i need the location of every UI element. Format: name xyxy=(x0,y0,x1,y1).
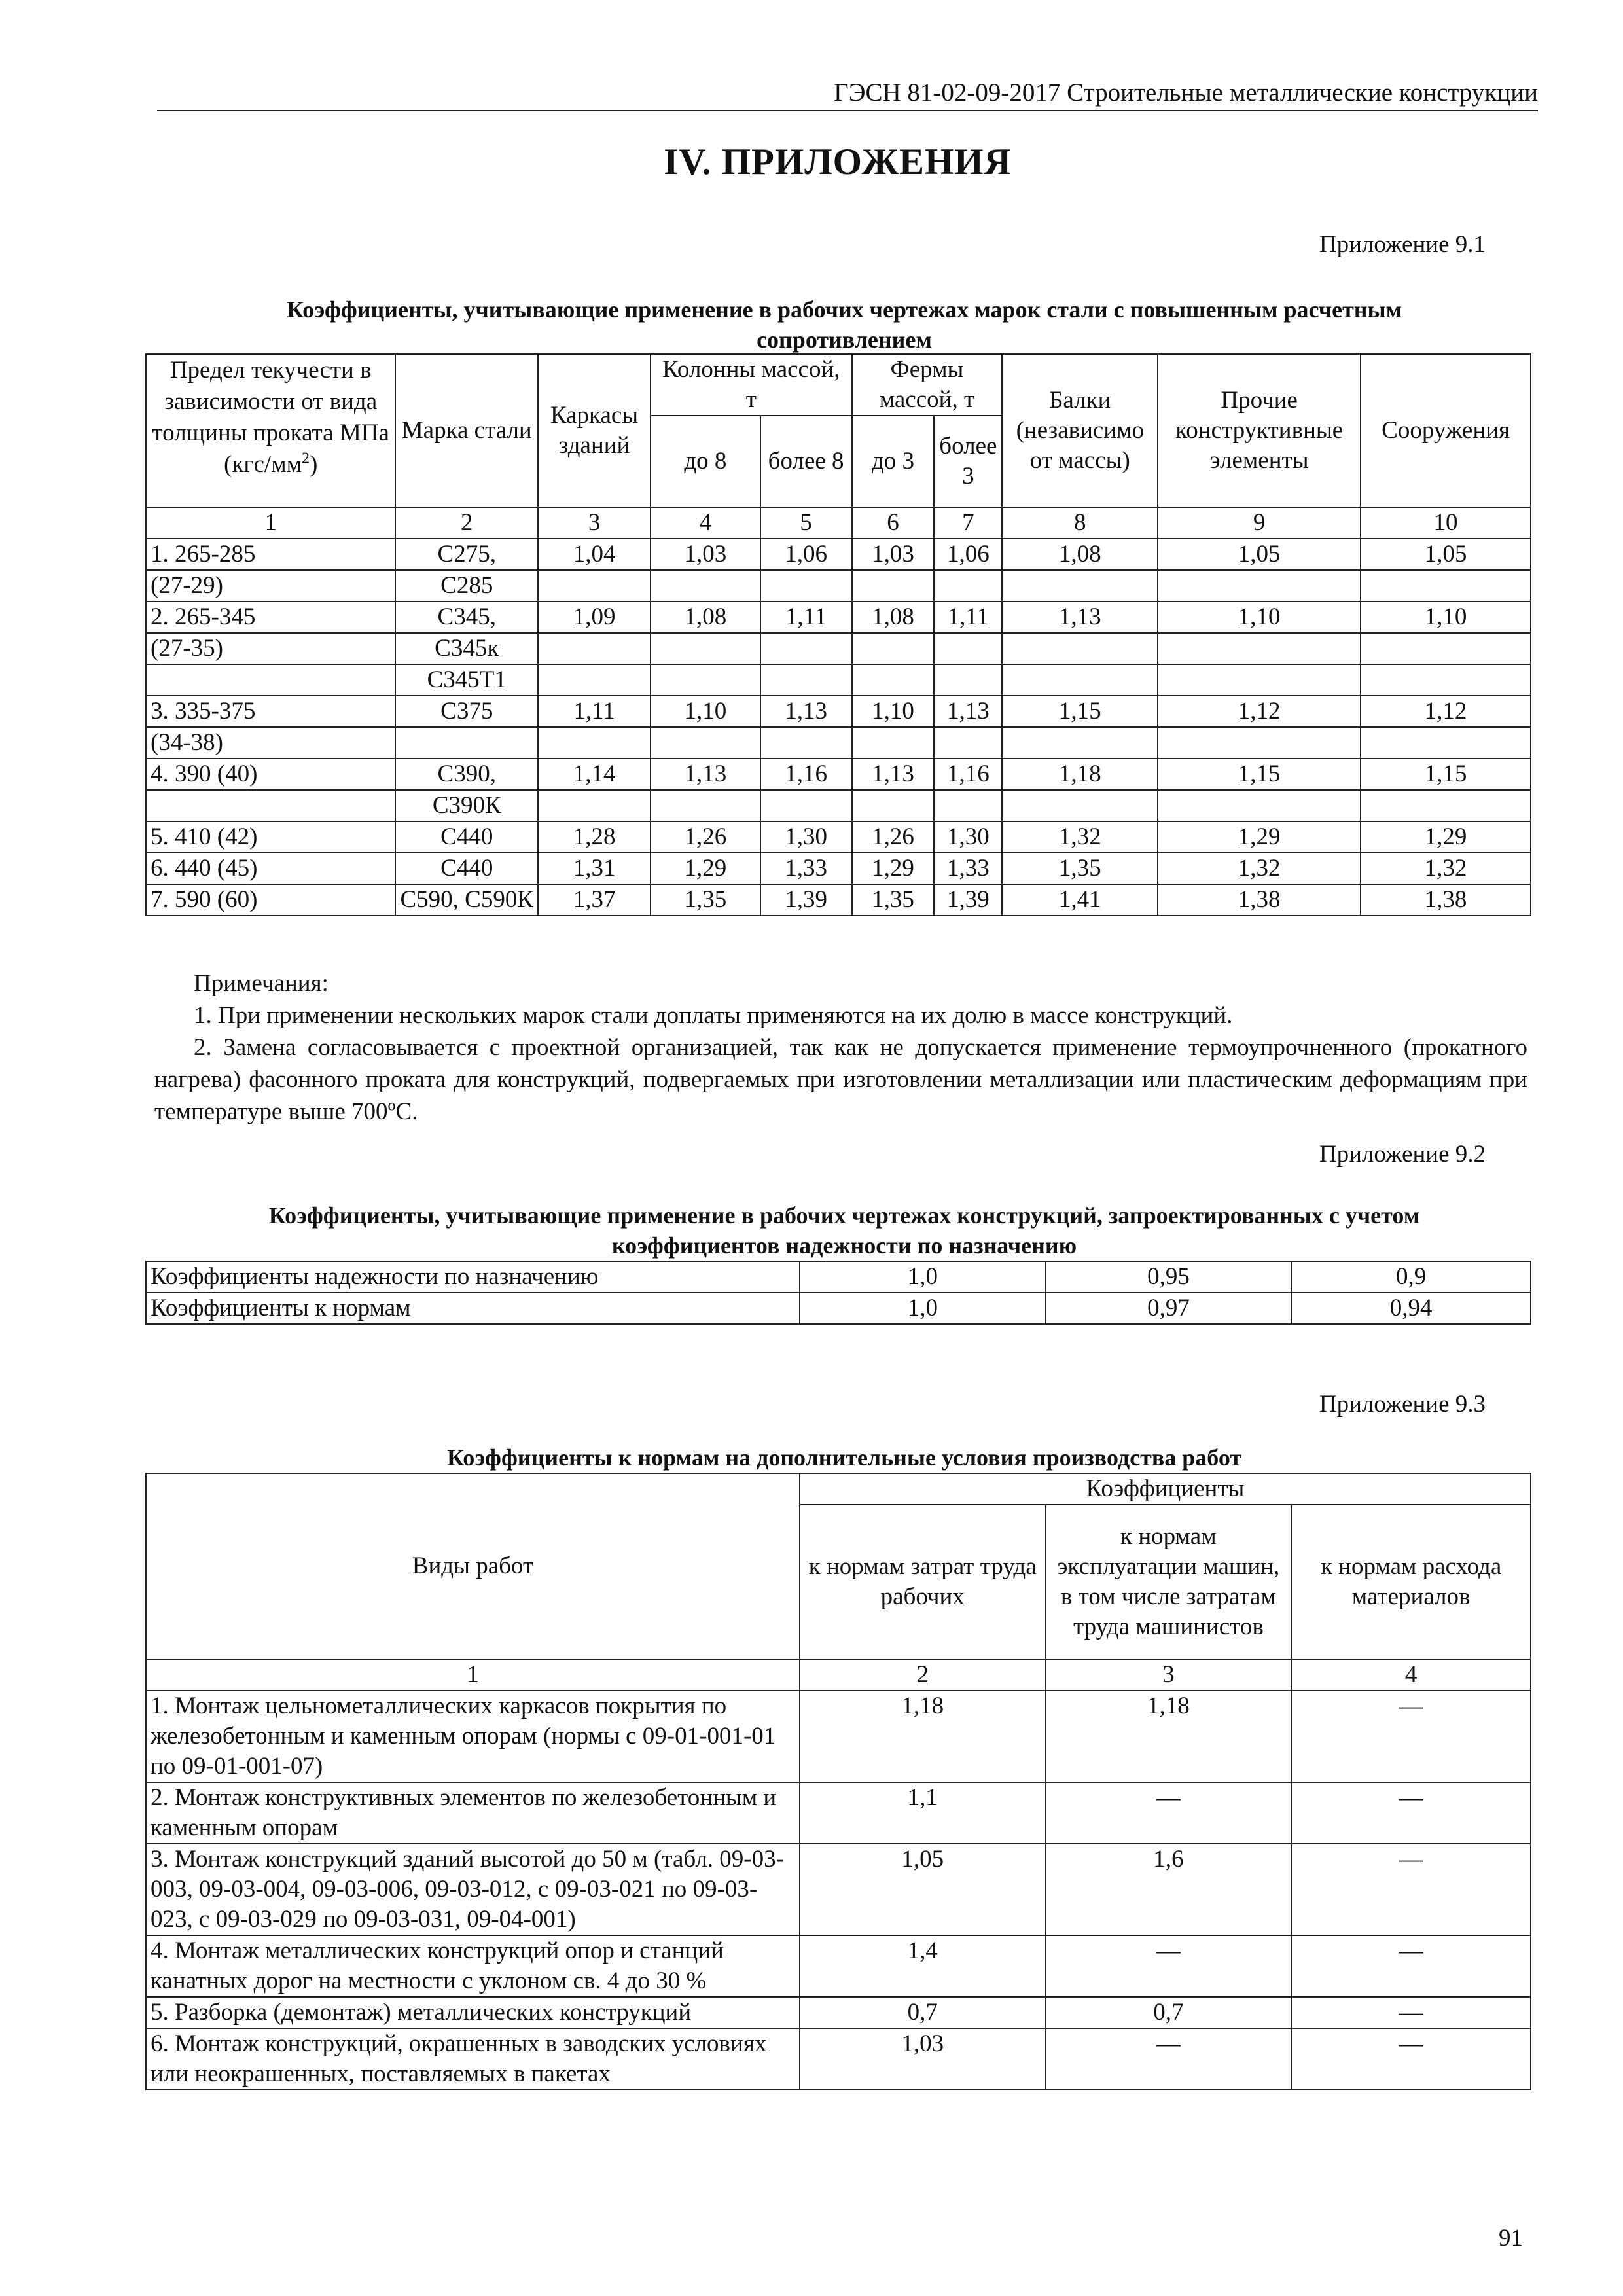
table-cell: 1,18 xyxy=(1046,1691,1292,1782)
table-row xyxy=(146,1293,1531,1324)
table-cell: 1,10 xyxy=(1361,601,1531,633)
column-number: 8 xyxy=(1002,507,1158,539)
table-cell xyxy=(1158,664,1361,696)
table-cell: 1,32 xyxy=(1361,853,1531,884)
appendix-9-1-title: Коэффициенты, учитывающие применение в рабочих чертежах марок стали с повышенным расчетным сопротивлением xyxy=(286,296,1402,353)
col-labor-header: к нормам затрат труда рабочих xyxy=(800,1505,1046,1659)
table-cell: С375 xyxy=(395,696,538,727)
table-cell: 6. Монтаж конструкций, окрашенных в заводских условиях или неокрашенных, поставляемых в пакетах xyxy=(146,2028,800,2090)
column-number: 5 xyxy=(760,507,852,539)
table-row xyxy=(146,759,1531,790)
appendix-9-3-title: Коэффициенты к нормам на дополнительные условия производства работ xyxy=(446,1444,1242,1471)
table-cell xyxy=(1158,790,1361,821)
table-cell: 7. 590 (60) xyxy=(146,884,395,916)
note-2: 2. Замена согласовывается с проектной организацией, так как не допускается применение термоупрочненного (прокатного нагрева) фасонного проката для конструкций, подвергаемых при изготовлении металлизации или пластическим деформациям при температуре выше $700^оС$. xyxy=(154,1034,1527,1125)
table-cell: 1,41 xyxy=(1002,884,1158,916)
table-cell xyxy=(538,727,651,759)
table-cell xyxy=(1002,727,1158,759)
table-cell: 1. 265-285 xyxy=(146,539,395,570)
sub-header: более 3 xyxy=(934,416,1002,507)
table-cell xyxy=(651,727,760,759)
table-cell: 0,97 xyxy=(1046,1293,1292,1324)
table-cell xyxy=(852,570,935,601)
table-cell: 1,06 xyxy=(760,539,852,570)
column-number: 4 xyxy=(1291,1659,1531,1691)
table-cell xyxy=(1361,633,1531,664)
table-cell: — xyxy=(1291,2028,1531,2090)
table-cell: 1,32 xyxy=(1158,853,1361,884)
table-cell: 1,13 xyxy=(651,759,760,790)
table-cell: 1,05 xyxy=(800,1844,1046,1935)
table-row xyxy=(146,790,1531,821)
table-cell: 0,7 xyxy=(1046,1997,1292,2028)
table-cell xyxy=(1158,570,1361,601)
table-row xyxy=(146,1691,1531,1782)
table-cell: С285 xyxy=(395,570,538,601)
table-cell: 1,10 xyxy=(651,696,760,727)
table-cell xyxy=(760,664,852,696)
column-number: 1 xyxy=(146,1659,800,1691)
table-cell: Коэффициенты к нормам xyxy=(146,1293,800,1324)
table-cell: 1,16 xyxy=(934,759,1002,790)
sub-header: более 8 xyxy=(760,416,852,507)
table-cell: 1,1 xyxy=(800,1782,1046,1844)
table-cell: 1,26 xyxy=(852,821,935,853)
table-row xyxy=(146,1935,1531,1997)
table-cell xyxy=(852,664,935,696)
appendix-9-3-label: Приложение 9.3 xyxy=(1319,1391,1486,1418)
table-cell: — xyxy=(1291,1844,1531,1935)
appendix-9-2-title: Коэффициенты, учитывающие применение в рабочих чертежах конструкций, запроектированных с учетом коэффициентов надежности по назначению xyxy=(268,1202,1420,1259)
table-cell: 1,05 xyxy=(1361,539,1531,570)
col-grade-header: Марка стали xyxy=(395,354,538,507)
table-cell: 1,15 xyxy=(1158,759,1361,790)
col-coefficients-header: Коэффициенты xyxy=(800,1473,1531,1505)
table-cell: 1,28 xyxy=(538,821,651,853)
column-number: 1 xyxy=(146,507,395,539)
table-cell: 1,33 xyxy=(760,853,852,884)
table-row xyxy=(146,633,1531,664)
table-cell: 1,10 xyxy=(852,696,935,727)
table-cell: 4. Монтаж металлических конструкций опор и станций канатных дорог на местности с уклоном св. 4 до 30 % xyxy=(146,1935,800,1997)
table-cell xyxy=(760,570,852,601)
table-cell: 6. 440 (45) xyxy=(146,853,395,884)
column-number: 3 xyxy=(1046,1659,1292,1691)
table-cell: 1,03 xyxy=(852,539,935,570)
table-cell: С390К xyxy=(395,790,538,821)
table-cell: 1,39 xyxy=(934,884,1002,916)
appendix-9-2-label: Приложение 9.2 xyxy=(1319,1141,1486,1168)
table-cell: Коэффициенты надежности по назначению xyxy=(146,1261,800,1293)
table-cell: 1,06 xyxy=(934,539,1002,570)
table-cell: С345, xyxy=(395,601,538,633)
table-cell: 1,14 xyxy=(538,759,651,790)
table-cell: 5. 410 (42) xyxy=(146,821,395,853)
table-cell: 1,29 xyxy=(852,853,935,884)
table-row xyxy=(146,1997,1531,2028)
table-cell: — xyxy=(1291,1997,1531,2028)
table-cell: (27-35) xyxy=(146,633,395,664)
table-row xyxy=(146,664,1531,696)
table-cell: 1,4 xyxy=(800,1935,1046,1997)
table-cell xyxy=(1002,633,1158,664)
table-cell: 1,29 xyxy=(1361,821,1531,853)
table-cell: 1. Монтаж цельнометаллических каркасов покрытия по железобетонным и каменным опорам (нормы с 09-01-001-01 по 09-01-001-07) xyxy=(146,1691,800,1782)
table-cell: 3. 335-375 xyxy=(146,696,395,727)
table-cell: 1,18 xyxy=(1002,759,1158,790)
col-yield-header: Предел текучести в зависимости от вида толщины проката МПа $(кгс/мм^2)$ xyxy=(146,354,395,507)
table-cell: 1,12 xyxy=(1158,696,1361,727)
table-cell: С345Т1 xyxy=(395,664,538,696)
table-cell: 5. Разборка (демонтаж) металлических конструкций xyxy=(146,1997,800,2028)
page-number: 91 xyxy=(1499,2225,1523,2251)
table-cell: 1,30 xyxy=(760,821,852,853)
table-cell: 1,37 xyxy=(538,884,651,916)
table-cell: 1,29 xyxy=(651,853,760,884)
table-row xyxy=(146,601,1531,633)
table-cell: 1,04 xyxy=(538,539,651,570)
table-cell xyxy=(146,790,395,821)
table-cell: 1,32 xyxy=(1002,821,1158,853)
table-cell xyxy=(760,790,852,821)
column-number: 2 xyxy=(800,1659,1046,1691)
table-cell: 1,30 xyxy=(934,821,1002,853)
table-cell: 1,39 xyxy=(760,884,852,916)
table-cell xyxy=(1361,570,1531,601)
table-cell xyxy=(852,790,935,821)
column-number: 9 xyxy=(1158,507,1361,539)
running-header: ГЭСН 81-02-09-2017 Строительные металлические конструкции xyxy=(157,76,1538,111)
table-cell xyxy=(934,790,1002,821)
table-cell: 1,26 xyxy=(651,821,760,853)
table-cell: 1,13 xyxy=(760,696,852,727)
col-beams-header: Балки (независимо от массы) xyxy=(1002,354,1158,507)
col-work-types-header: Виды работ xyxy=(146,1473,800,1659)
table-cell xyxy=(651,664,760,696)
table-cell: 1,11 xyxy=(538,696,651,727)
table-cell: 1,35 xyxy=(852,884,935,916)
table-cell xyxy=(1361,664,1531,696)
table-cell: 1,13 xyxy=(852,759,935,790)
table-cell xyxy=(651,790,760,821)
table-cell: — xyxy=(1046,1782,1292,1844)
column-number: 10 xyxy=(1361,507,1531,539)
table-cell xyxy=(852,727,935,759)
table-cell: — xyxy=(1046,1935,1292,1997)
col-columns-header: Колонны массой, т xyxy=(651,354,852,416)
section-title: IV. ПРИЛОЖЕНИЯ xyxy=(664,141,1012,183)
table-cell: — xyxy=(1046,2028,1292,2090)
table-cell: 2. Монтаж конструктивных элементов по железобетонным и каменным опорам xyxy=(146,1782,800,1844)
table-cell: 1,11 xyxy=(934,601,1002,633)
table-cell: С275, xyxy=(395,539,538,570)
table-cell: 1,38 xyxy=(1158,884,1361,916)
column-number: 2 xyxy=(395,507,538,539)
table-cell: 1,08 xyxy=(1002,539,1158,570)
table-row xyxy=(146,2028,1531,2090)
table-cell: 1,33 xyxy=(934,853,1002,884)
table-row xyxy=(146,539,1531,570)
table-cell: С345к xyxy=(395,633,538,664)
table-cell xyxy=(1002,570,1158,601)
table-cell: 1,11 xyxy=(760,601,852,633)
col-materials-header: к нормам расхода материалов xyxy=(1291,1505,1531,1659)
table-cell: 1,38 xyxy=(1361,884,1531,916)
table-cell: 0,9 xyxy=(1291,1261,1531,1293)
table-cell: 1,15 xyxy=(1361,759,1531,790)
col-frames-header: Каркасы зданий xyxy=(538,354,651,507)
table-cell xyxy=(934,727,1002,759)
table-row xyxy=(146,853,1531,884)
column-number: 3 xyxy=(538,507,651,539)
table-cell xyxy=(934,664,1002,696)
table-cell: 1,13 xyxy=(1002,601,1158,633)
table-cell: 0,94 xyxy=(1291,1293,1531,1324)
table-cell xyxy=(1361,727,1531,759)
work-conditions-table xyxy=(145,1473,1531,2090)
table-cell: 3. Монтаж конструкций зданий высотой до 50 м (табл. 09-03-003, 09-03-004, 09-03-006, 09-03-012, с 09-03-021 по 09-03-023, с 09-03-029 по 09-03-031, 09-04-001) xyxy=(146,1844,800,1935)
table-cell xyxy=(651,633,760,664)
table-cell: (27-29) xyxy=(146,570,395,601)
table-cell: 1,35 xyxy=(651,884,760,916)
table-row xyxy=(146,1844,1531,1935)
table-row xyxy=(146,696,1531,727)
table-cell xyxy=(1002,790,1158,821)
table-row xyxy=(146,821,1531,853)
table-cell: 1,6 xyxy=(1046,1844,1292,1935)
table-cell: 1,18 xyxy=(800,1691,1046,1782)
table-row xyxy=(146,1261,1531,1293)
sub-header: до 3 xyxy=(852,416,935,507)
table-cell xyxy=(934,633,1002,664)
table-cell xyxy=(395,727,538,759)
table-cell: 1,29 xyxy=(1158,821,1361,853)
col-structures-header: Сооружения xyxy=(1361,354,1531,507)
table-cell: — xyxy=(1291,1782,1531,1844)
column-numbers-row xyxy=(146,507,1531,539)
table-cell: 2. 265-345 xyxy=(146,601,395,633)
table-cell: 4. 390 (40) xyxy=(146,759,395,790)
table-cell: — xyxy=(1291,1935,1531,1997)
column-number: 4 xyxy=(651,507,760,539)
table-cell xyxy=(538,633,651,664)
table-cell: 1,35 xyxy=(1002,853,1158,884)
column-numbers-row xyxy=(146,1659,1531,1691)
table-cell: 1,0 xyxy=(800,1293,1046,1324)
col-machines-header: к нормам эксплуатации машин, в том числе затратам труда машинистов xyxy=(1046,1505,1292,1659)
table-cell: 1,05 xyxy=(1158,539,1361,570)
table-cell xyxy=(538,790,651,821)
table-cell: 1,03 xyxy=(800,2028,1046,2090)
table-cell xyxy=(538,664,651,696)
table-cell: 1,12 xyxy=(1361,696,1531,727)
sub-header: до 8 xyxy=(651,416,760,507)
table-cell xyxy=(146,664,395,696)
table-cell: С390, xyxy=(395,759,538,790)
table-cell: 1,08 xyxy=(651,601,760,633)
column-number: 7 xyxy=(934,507,1002,539)
table-cell xyxy=(1158,727,1361,759)
table-cell xyxy=(1002,664,1158,696)
table-cell: 0,7 xyxy=(800,1997,1046,2028)
table-row xyxy=(146,884,1531,916)
table-cell: С440 xyxy=(395,821,538,853)
table-cell: 1,16 xyxy=(760,759,852,790)
table-cell: 1,09 xyxy=(538,601,651,633)
table-cell: (34-38) xyxy=(146,727,395,759)
reliability-table xyxy=(145,1261,1531,1325)
notes: Примечания: 1. При применении нескольких марок стали доплаты применяются на их долю в массе конструкций. 2. Замена согласовывается с проектной организацией, так как не допускается применение термоупрочненного (прокатного нагрева) фасонного проката для конструкций, подвергаемых при изготовлении металлизации или пластическим деформациям при температуре выше $700^оС$. xyxy=(154,967,1527,1128)
table-cell xyxy=(934,570,1002,601)
table-cell: С590, С590К xyxy=(395,884,538,916)
table-row xyxy=(146,727,1531,759)
column-number: 6 xyxy=(852,507,935,539)
table-cell: 1,03 xyxy=(651,539,760,570)
table-cell: 1,08 xyxy=(852,601,935,633)
table-cell xyxy=(852,633,935,664)
table-row xyxy=(146,1782,1531,1844)
table-cell xyxy=(538,570,651,601)
table-cell: 1,13 xyxy=(934,696,1002,727)
table-cell: 1,10 xyxy=(1158,601,1361,633)
table-cell: — xyxy=(1291,1691,1531,1782)
table-cell: 1,31 xyxy=(538,853,651,884)
table-row xyxy=(146,570,1531,601)
table-cell: 1,15 xyxy=(1002,696,1158,727)
col-other-header: Прочие конструктивные элементы xyxy=(1158,354,1361,507)
appendix-9-1-label: Приложение 9.1 xyxy=(1319,231,1486,258)
table-cell xyxy=(760,727,852,759)
table-cell xyxy=(1158,633,1361,664)
table-cell xyxy=(651,570,760,601)
table-cell: 1,0 xyxy=(800,1261,1046,1293)
table-cell xyxy=(1361,790,1531,821)
table-cell xyxy=(760,633,852,664)
table-cell: С440 xyxy=(395,853,538,884)
table-cell: 0,95 xyxy=(1046,1261,1292,1293)
steel-grade-table xyxy=(145,353,1531,916)
col-trusses-header: Фермы массой, т xyxy=(852,354,1003,416)
